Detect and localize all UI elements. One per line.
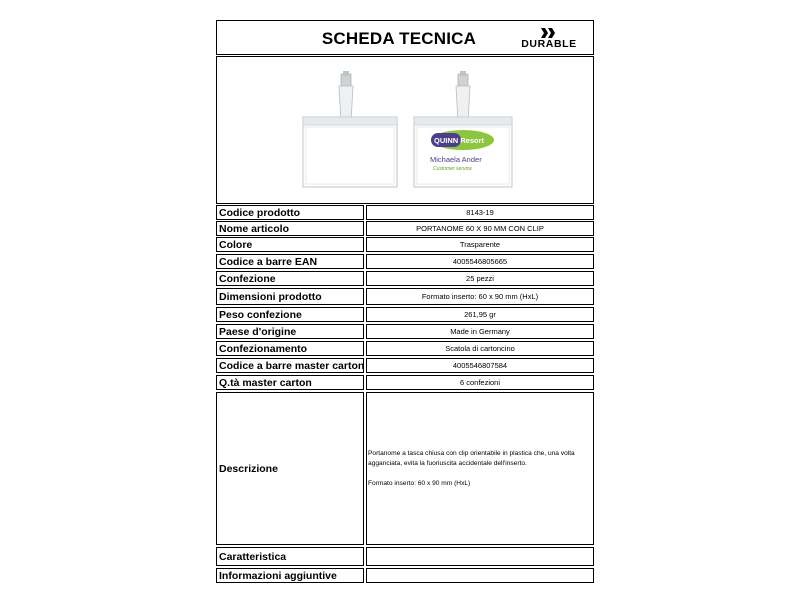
row-master-carton-barcode (216, 358, 594, 373)
row-description (216, 392, 594, 545)
badge-role: Customer service (433, 166, 472, 172)
row-value: Formato inserto: 60 x 90 mm (HxL) (366, 288, 594, 305)
row-label: Paese d'origine (216, 324, 364, 339)
row-value: Made in Germany (366, 324, 594, 339)
row-value: Scatola di cartoncino (366, 341, 594, 356)
durable-logo (511, 27, 587, 51)
row-additional-info (216, 568, 594, 583)
row-ean (216, 254, 594, 269)
row-value: 25 pezzi (366, 271, 594, 286)
description-format-text: Formato inserto: 60 x 90 mm (HxL) (368, 479, 471, 487)
row-label: Descrizione (216, 392, 364, 545)
row-color (216, 237, 594, 252)
row-value (366, 547, 594, 566)
row-value: 6 confezioni (366, 375, 594, 390)
row-label: Codice prodotto (216, 205, 364, 220)
row-label: Caratteristica (216, 547, 364, 566)
printed-badge-holder (414, 71, 512, 187)
row-label: Peso confezione (216, 307, 364, 322)
row-master-carton-qty (216, 375, 594, 390)
row-value: 8143-19 (366, 205, 594, 220)
badge-name: Michaela Ander (430, 155, 482, 164)
sheet-title: SCHEDA TECNICA (321, 29, 477, 48)
description-text: Portanome a tasca chiusa con clip orientabile in plastica che, una volta agganciata, evita la fuoriuscita accidentale dell'inserto. (368, 449, 575, 467)
row-value (366, 568, 594, 583)
row-label: Colore (216, 237, 364, 252)
blank-badge-holder (303, 71, 397, 187)
row-label: Informazioni aggiuntive (216, 568, 364, 583)
row-article-name (216, 221, 594, 236)
row-label: Codice a barre master carton (216, 358, 364, 373)
row-product-code (216, 205, 594, 220)
row-label: Confezionamento (216, 341, 364, 356)
row-value: Trasparente (366, 237, 594, 252)
row-label: Nome articolo (216, 221, 364, 236)
row-origin (216, 324, 594, 339)
badge-logo-text: QUINN Resort (434, 136, 485, 145)
row-dimensions (216, 288, 594, 305)
row-weight (216, 307, 594, 322)
row-packaging (216, 341, 594, 356)
row-value: PORTANOME 60 X 90 MM CON CLIP (366, 221, 594, 236)
product-photo-illustration (217, 57, 592, 202)
row-label: Codice a barre EAN (216, 254, 364, 269)
row-value: 4005546805665 (366, 254, 594, 269)
row-value: 261,95 gr (366, 307, 594, 322)
product-image (216, 56, 594, 204)
row-package (216, 271, 594, 286)
sheet-header (216, 20, 594, 55)
row-features (216, 547, 594, 566)
row-label: Q.tà master carton (216, 375, 364, 390)
description-value (366, 392, 594, 545)
row-label: Confezione (216, 271, 364, 286)
row-label: Dimensioni prodotto (216, 288, 364, 305)
logo-text: DURABLE (521, 38, 577, 50)
row-value: 4005546807584 (366, 358, 594, 373)
